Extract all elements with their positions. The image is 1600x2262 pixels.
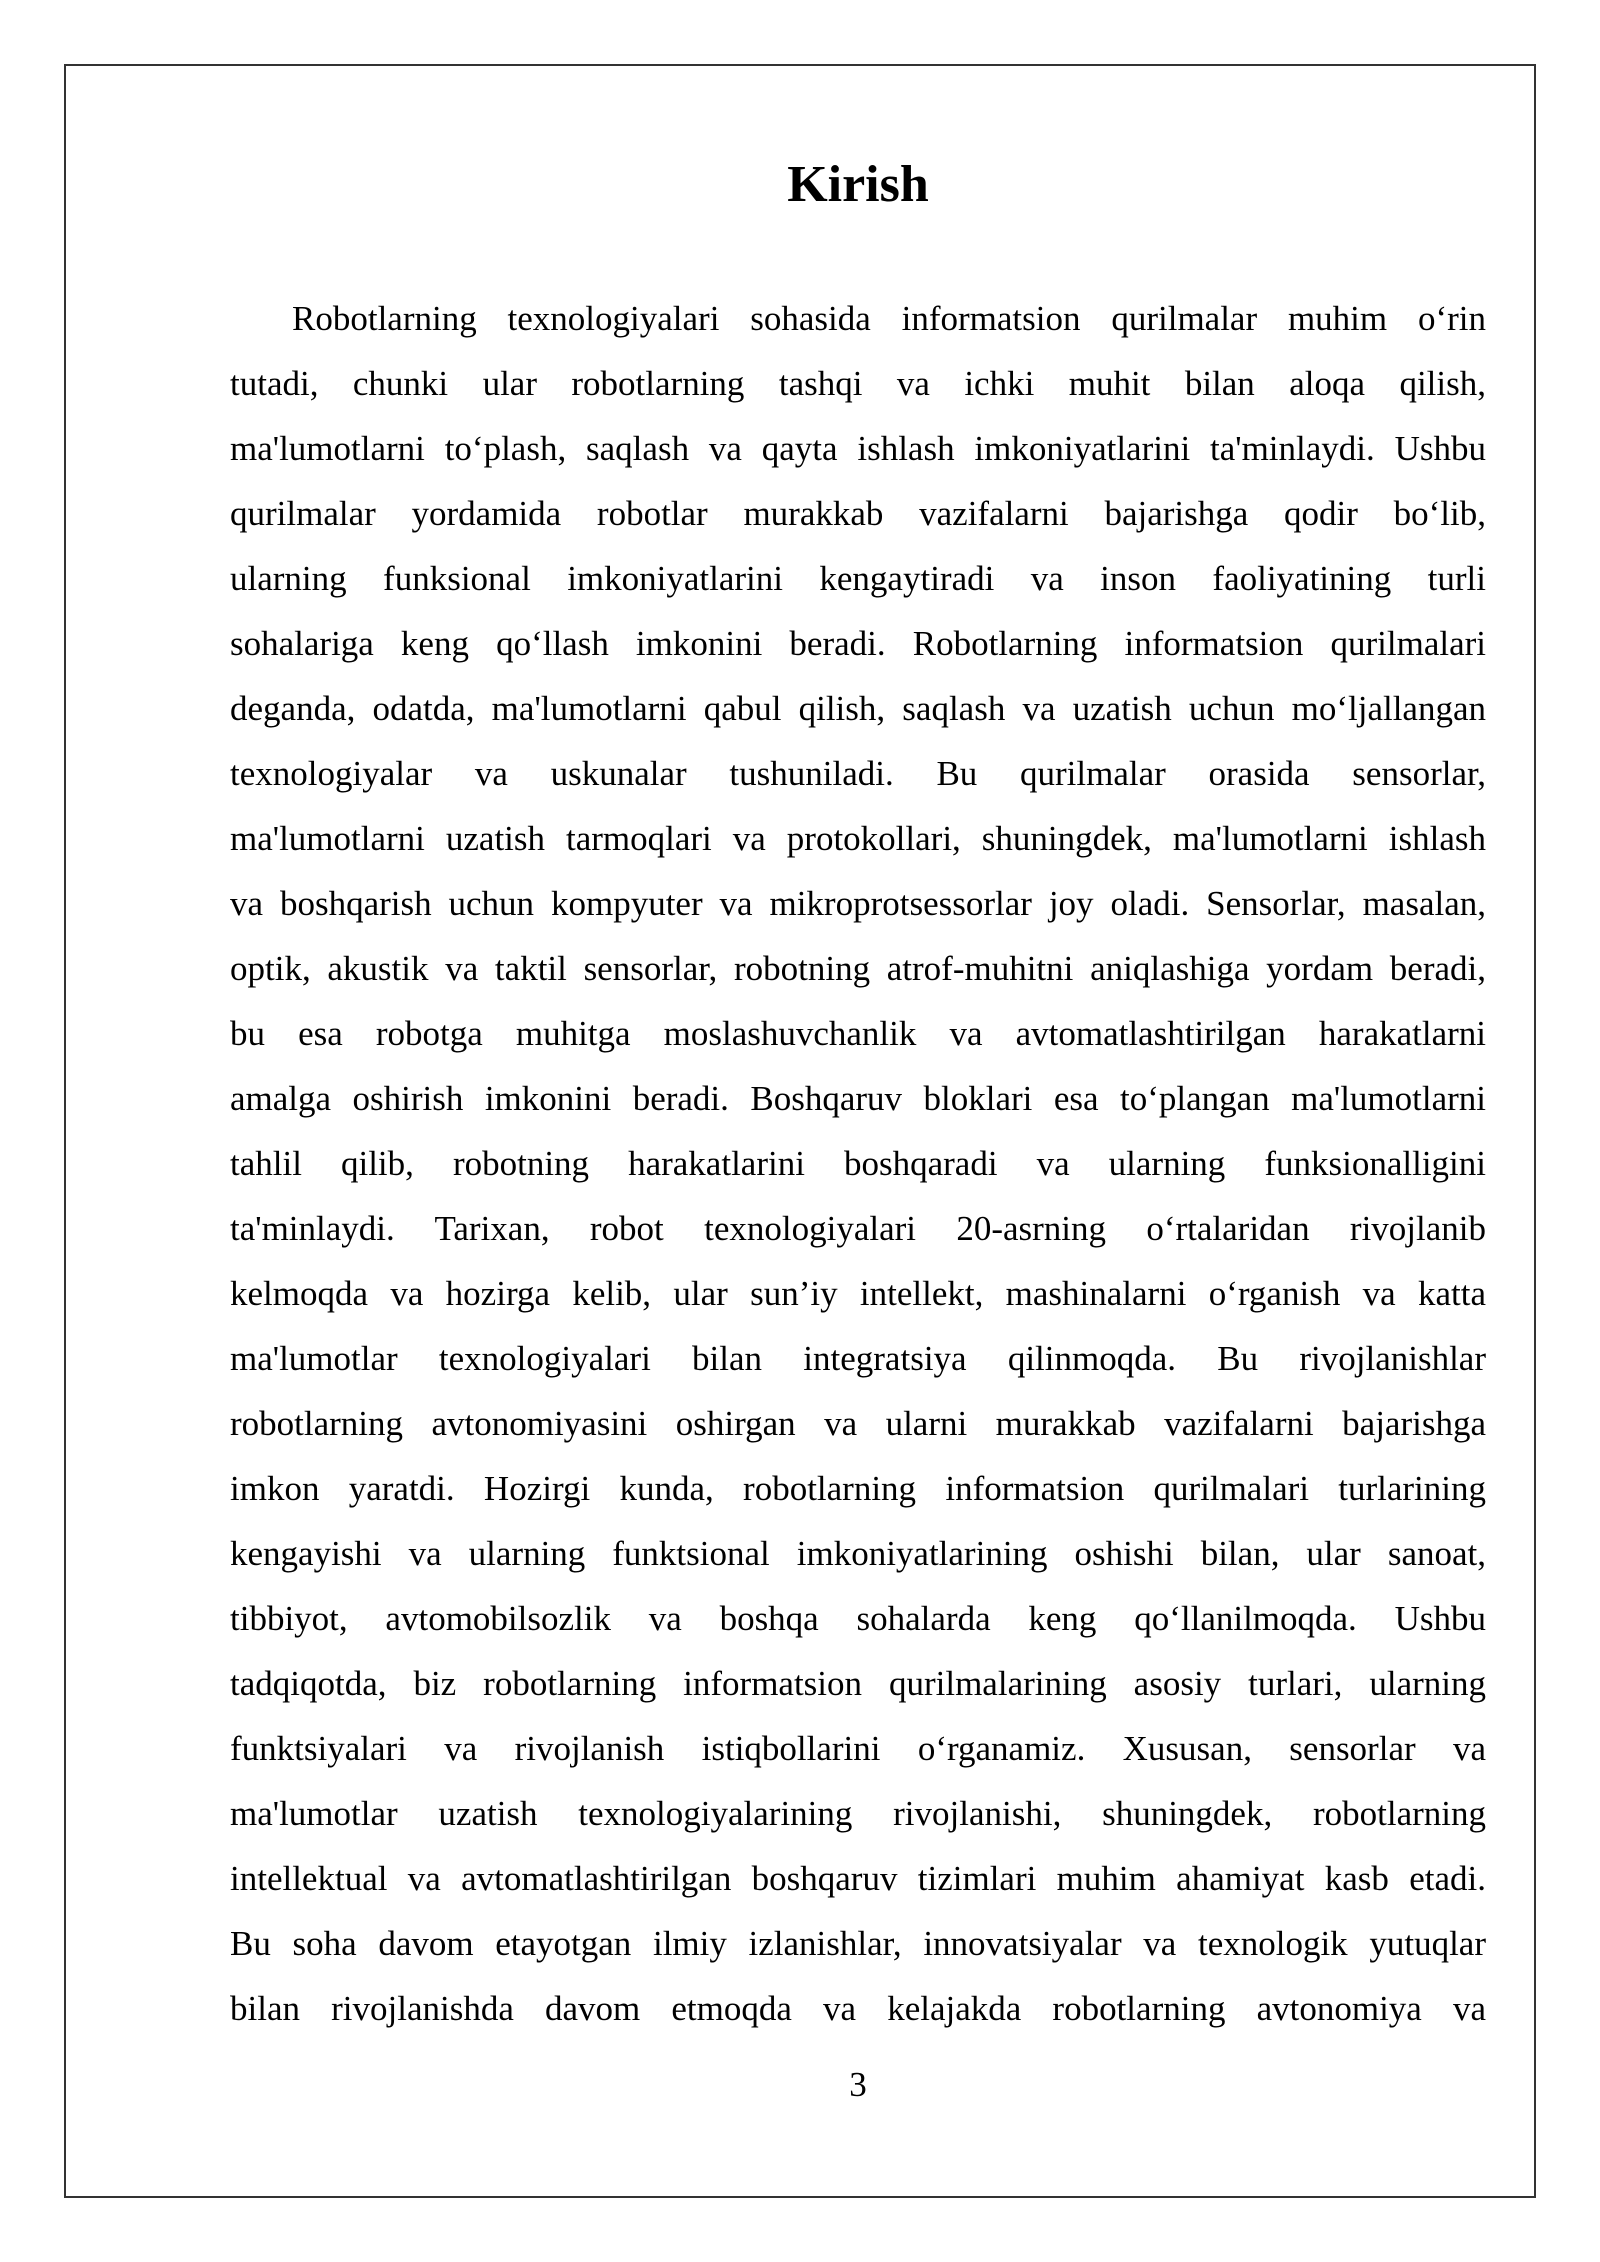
paragraph-line: kengayishi va ularning funktsional imkoniyatlarining oshishi bilan, ular sanoat, xyxy=(230,1534,1486,1573)
page-title: Kirish xyxy=(787,156,929,213)
paragraph-line: optik, akustik va taktil sensorlar, robotning atrof-muhitni aniqlashiga yordam beradi, xyxy=(230,949,1486,988)
paragraph-line: ma'lumotlar texnologiyalari bilan integratsiya qilinmoqda. Bu rivojlanishlar xyxy=(230,1339,1486,1378)
paragraph-line: tadqiqotda, biz robotlarning informatsion qurilmalarining asosiy turlari, ularning xyxy=(230,1664,1486,1703)
body-paragraph xyxy=(230,286,1486,2041)
paragraph-line: amalga oshirish imkonini beradi. Boshqaruv bloklari esa to‘plangan ma'lumotlarni xyxy=(230,1079,1486,1118)
paragraph-line: Robotlarning texnologiyalari sohasida informatsion qurilmalar muhim o‘rin xyxy=(292,299,1486,338)
paragraph-line: va boshqarish uchun kompyuter va mikroprotsessorlar joy oladi. Sensorlar, masalan, xyxy=(230,884,1486,923)
paragraph-line: Bu soha davom etayotgan ilmiy izlanishlar, innovatsiyalar va texnologik yutuqlar xyxy=(230,1924,1486,1963)
paragraph-line: ta'minlaydi. Tarixan, robot texnologiyalari 20-asrning o‘rtalaridan rivojlanib xyxy=(230,1209,1486,1248)
page-number: 3 xyxy=(849,2065,867,2104)
paragraph-line: deganda, odatda, ma'lumotlarni qabul qilish, saqlash va uzatish uchun mo‘ljallangan xyxy=(230,689,1486,728)
paragraph-line: tibbiyot, avtomobilsozlik va boshqa sohalarda keng qo‘llanilmoqda. Ushbu xyxy=(230,1599,1486,1638)
paragraph-line: ma'lumotlarni to‘plash, saqlash va qayta ishlash imkoniyatlarini ta'minlaydi. Ushbu xyxy=(230,429,1486,468)
paragraph-line: texnologiyalar va uskunalar tushuniladi. Bu qurilmalar orasida sensorlar, xyxy=(230,754,1486,793)
paragraph-line: qurilmalar yordamida robotlar murakkab vazifalarni bajarishga qodir bo‘lib, xyxy=(230,494,1486,533)
paragraph-line: intellektual va avtomatlashtirilgan boshqaruv tizimlari muhim ahamiyat kasb etadi. xyxy=(230,1859,1486,1898)
paragraph-line: sohalariga keng qo‘llash imkonini beradi. Robotlarning informatsion qurilmalari xyxy=(230,624,1486,663)
paragraph-line: tahlil qilib, robotning harakatlarini boshqaradi va ularning funksionalligini xyxy=(230,1144,1486,1183)
paragraph-line: kelmoqda va hozirga kelib, ular sun’iy intellekt, mashinalarni o‘rganish va katta xyxy=(230,1274,1486,1313)
paragraph-line: ularning funksional imkoniyatlarini kengaytiradi va inson faoliyatining turli xyxy=(230,559,1486,598)
paragraph-line: imkon yaratdi. Hozirgi kunda, robotlarning informatsion qurilmalari turlarining xyxy=(230,1469,1486,1508)
paragraph-line: tutadi, chunki ular robotlarning tashqi va ichki muhit bilan aloqa qilish, xyxy=(230,364,1486,403)
paragraph-line: funktsiyalari va rivojlanish istiqbollarini o‘rganamiz. Xususan, sensorlar va xyxy=(230,1729,1486,1768)
paragraph-line: bu esa robotga muhitga moslashuvchanlik va avtomatlashtirilgan harakatlarni xyxy=(230,1014,1486,1053)
paragraph-line: robotlarning avtonomiyasini oshirgan va ularni murakkab vazifalarni bajarishga xyxy=(230,1404,1486,1443)
paragraph-line: ma'lumotlarni uzatish tarmoqlari va protokollari, shuningdek, ma'lumotlarni ishlash xyxy=(230,819,1486,858)
paragraph-line: bilan rivojlanishda davom etmoqda va kelajakda robotlarning avtonomiya va xyxy=(230,1989,1486,2028)
paragraph-line: ma'lumotlar uzatish texnologiyalarining rivojlanishi, shuningdek, robotlarning xyxy=(230,1794,1486,1833)
